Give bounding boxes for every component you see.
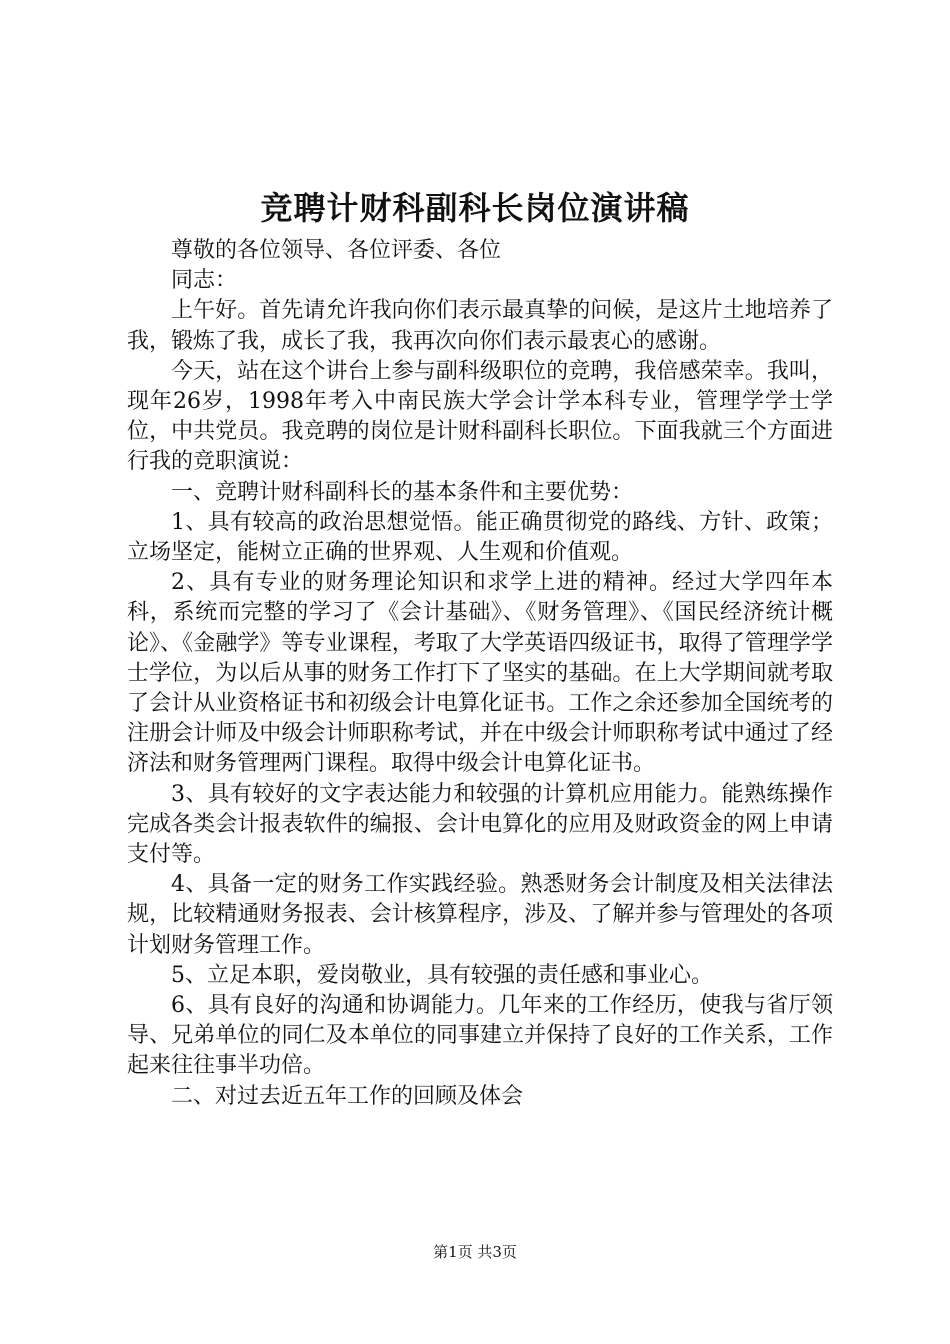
paragraph-point-1: 1、具有较高的政治思想觉悟。能正确贯彻党的路线、方针、政策；立场坚定，能树立正确的世界观、人生观和价值观。	[127, 509, 833, 566]
paragraph-point-2: 2、具有专业的财务理论知识和求学上进的精神。经过大学四年本科，系统而完整的学习了《会计基础》、《财务管理》、《国民经济统计概论》、《金融学》等专业课程，考取了大学英语四级证书，取得了管理学学士学位，为以后从事的财务工作打下了坚实的基础。在上大学期间就考取了会计从业资格证书和初级会计电算化证书。工作之余还参加全国统考的注册会计师及中级会计师职称考试，并在中级会计师职称考试中通过了经济法和财务管理两门课程。取得中级会计电算化证书。	[127, 570, 833, 777]
paragraph-introduction: 今天，站在这个讲台上参与副科级职位的竞聘，我倍感荣幸。我叫，现年26岁，1998年考入中南民族大学会计学本科专业，管理学学士学位，中共党员。我竞聘的岗位是计财科副科长职位。下面我就三个方面进行我的竞职演说：	[127, 358, 833, 475]
document-body	[127, 236, 833, 1112]
section-heading-2: 二、对过去近五年工作的回顾及体会	[171, 1083, 524, 1109]
paragraph-salutation: 尊敬的各位领导、各位评委、各位	[171, 238, 502, 263]
paragraph-point-4: 4、具备一定的财务工作实践经验。熟悉财务会计制度及相关法律法规，比较精通财务报表、会计核算程序，涉及、了解并参与管理处的各项计划财务管理工作。	[127, 872, 833, 958]
paragraph-salutation-cont: 同志：	[171, 268, 238, 294]
section-heading-1: 一、竞聘计财科副科长的基本条件和主要优势：	[171, 479, 634, 505]
paragraph-point-6: 6、具有良好的沟通和协调能力。几年来的工作经历，使我与省厅领导、兄弟单位的同仁及本单位的同事建立并保持了良好的工作关系，工作起来往往事半功倍。	[127, 993, 833, 1079]
paragraph-point-5: 5、立足本职，爱岗敬业，具有较强的责任感和事业心。	[171, 962, 713, 988]
paragraph-point-3: 3、具有较好的文字表达能力和较强的计算机应用能力。能熟练操作完成各类会计报表软件的编报、会计电算化的应用及财政资金的网上申请支付等。	[127, 781, 833, 868]
paragraph-greeting: 上午好。首先请允许我向你们表示最真挚的问候，是这片土地培养了我，锻炼了我，成长了我，我再次向你们表示最衷心的感谢。	[127, 298, 833, 354]
document-title: 竞聘计财科副科长岗位演讲稿	[260, 189, 690, 227]
page-footer: 第1页 共3页	[433, 1243, 517, 1261]
